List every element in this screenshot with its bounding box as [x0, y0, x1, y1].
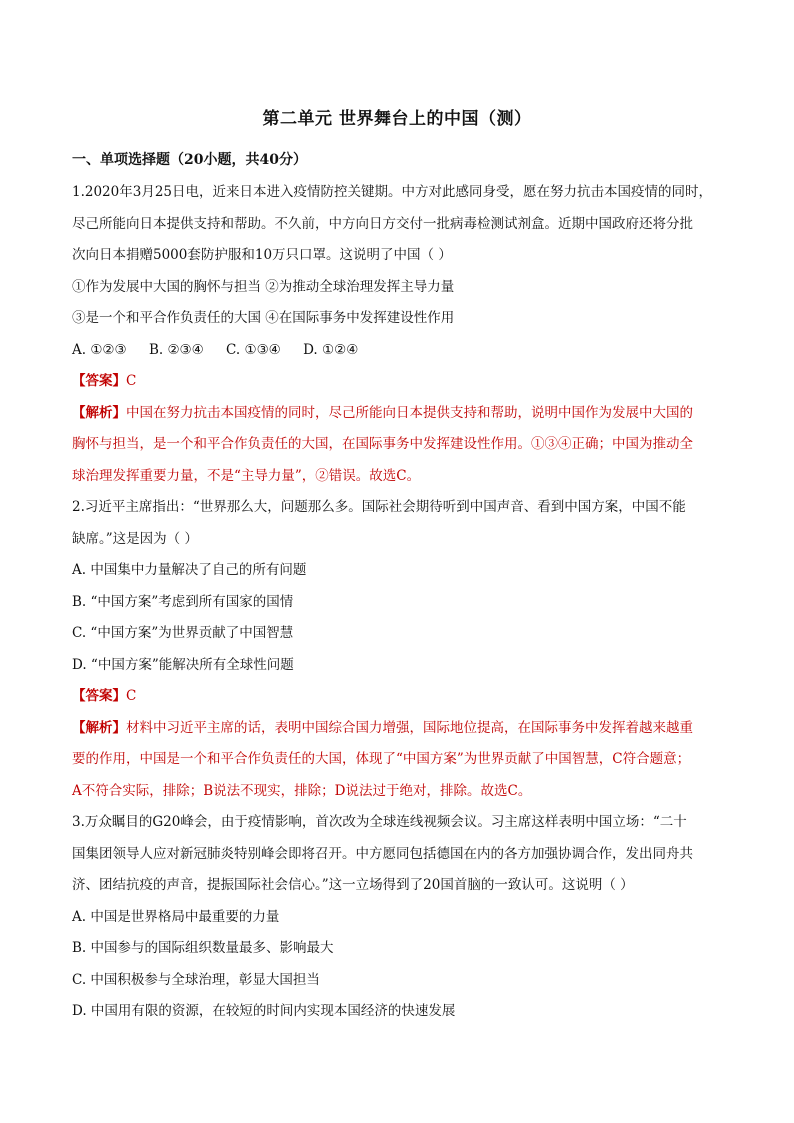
answer-tag: 【答案】	[72, 688, 126, 704]
option-a: A. ①②③	[72, 341, 127, 358]
answer-tag: 【答案】	[72, 373, 126, 389]
option-a: A. 中国集中力量解决了自己的所有问题	[72, 562, 307, 578]
option-b: B. “中国方案”考虑到所有国家的国情	[72, 593, 294, 610]
question-2	[72, 492, 722, 807]
analysis-tag: 【解析】	[72, 404, 126, 421]
analysis-text: 中国在努力抗击本国疫情的同时，尽己所能向日本提供支持和帮助，说明中国作为发展中大国的	[126, 404, 693, 421]
answer-line	[72, 366, 722, 398]
document-page	[72, 100, 722, 1028]
question-text-line: 2.习近平主席指出：“世界那么大，问题那么多。国际社会期待听到中国声音、看到中国方案，中国不能	[72, 499, 686, 515]
option-b: B. 中国参与的国际组织数量最多、影响最大	[72, 940, 334, 956]
question-text-line: 济、团结抗疫的声音，提振国际社会信心。”这一立场得到了20国首脑的一致认可。这说明（ ）	[72, 877, 634, 893]
section-heading: 一、单项选择题（20小题，共40分）	[72, 152, 307, 168]
question-1	[72, 177, 722, 492]
analysis-text: 材料中习近平主席的话，表明中国综合国力增强，国际地位提高，在国际事务中发挥着越来越重	[126, 719, 693, 736]
analysis-line	[72, 713, 722, 745]
option-b: B. ②③④	[148, 341, 204, 358]
option-d: D. ①②④	[303, 341, 359, 358]
option-row	[72, 335, 722, 367]
question-text-line: 次向日本捐赠5000套防护服和10万只口罩。这说明了中国（ ）	[72, 247, 452, 263]
analysis-line: 球治理发挥重要力量，不是“主导力量”，②错误。故选C。	[72, 467, 421, 484]
question-text-line: 3.万众瞩目的G20峰会，由于疫情影响，首次改为全球连线视频会议。习主席这样表明中国立场：“二十	[72, 814, 687, 830]
option-d: D. 中国用有限的资源，在较短的时间内实现本国经济的快速发展	[72, 1003, 456, 1019]
option-c: C. ①③④	[226, 341, 281, 358]
question-text-line: 国集团领导人应对新冠肺炎特别峰会即将召开。中方愿同包括德国在内的各方加强协调合作，发出同舟共	[72, 845, 693, 862]
question-text-line: 尽己所能向日本提供支持和帮助。不久前，中方向日方交付一批病毒检测试剂盒。近期中国政府还将分批	[72, 215, 693, 232]
statement-line: ①作为发展中大国的胸怀与担当 ②为推动全球治理发挥主导力量	[72, 278, 455, 295]
question-text-line: 缺席。”这是因为（ ）	[72, 530, 198, 547]
option-a: A. 中国是世界格局中最重要的力量	[72, 908, 280, 925]
page-title: 第二单元 世界舞台上的中国（测）	[262, 109, 532, 129]
analysis-tag: 【解析】	[72, 719, 126, 736]
answer-line	[72, 681, 722, 713]
answer-value: C	[126, 688, 137, 704]
analysis-line: A不符合实际，排除；B说法不现实，排除；D说法过于绝对，排除。故选C。	[72, 782, 532, 799]
option-d: D. “中国方案”能解决所有全球性问题	[72, 656, 294, 673]
analysis-line	[72, 398, 722, 430]
analysis-line: 要的作用，中国是一个和平合作负责任的大国，体现了“中国方案”为世界贡献了中国智慧，C符合题意；	[72, 751, 691, 767]
question-3	[72, 807, 722, 1028]
statement-line: ③是一个和平合作负责任的大国 ④在国际事务中发挥建设性作用	[72, 310, 455, 326]
option-c: C. “中国方案”为世界贡献了中国智慧	[72, 625, 294, 641]
answer-value: C	[126, 373, 137, 389]
option-c: C. 中国积极参与全球治理，彰显大国担当	[72, 971, 320, 988]
analysis-line: 胸怀与担当，是一个和平合作负责任的大国，在国际事务中发挥建设性作用。①③④正确；中国为推动全	[72, 436, 693, 452]
question-text-line: 1.2020年3月25日电，近来日本进入疫情防控关键期。中方对此感同身受，愿在努力抗击本国疫情的同时，	[72, 184, 713, 200]
